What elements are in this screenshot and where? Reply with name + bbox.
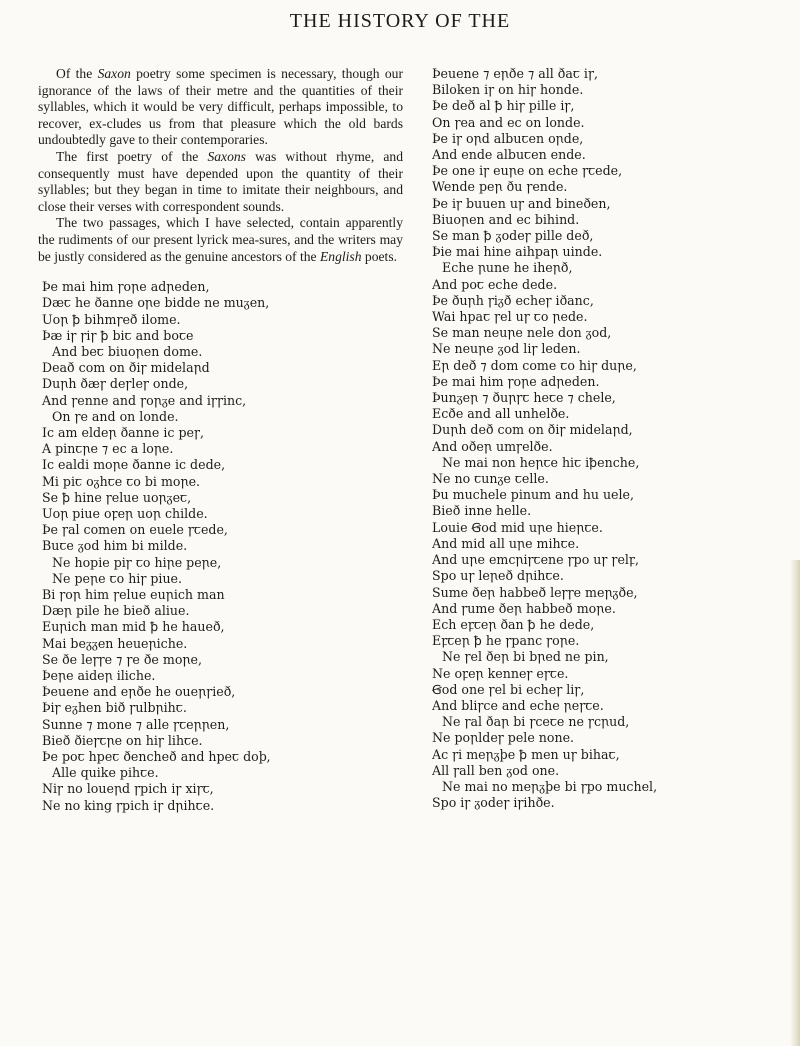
verse-line: Euꞃich man mid ꝥ he haueð, (42, 619, 225, 635)
verse-line: And mid all uꞃe mihꞇe. (432, 535, 580, 551)
verse-line: Þe mai him ꞅoꞃe adꞃeden, (42, 279, 210, 295)
verse-line: Ac ꞅi meꞃᵹþe ꝥ men uꞅ bihaꞇ, (432, 746, 620, 762)
page-edge-shadow (790, 560, 800, 1046)
verse-passage-2 (432, 66, 792, 811)
verse-line: Ne hopie piꞅ ꞇo hiꞃe peꞃe, (52, 554, 222, 570)
verse-line: Biuoꞃen and ec bihind. (432, 211, 580, 227)
verse-line: Ne mai no meꞃᵹþe bi ꞅpo muchel, (442, 778, 658, 794)
verse-line: Se ðe leꞅꞅe ⁊ ꞅe ðe moꞃe, (42, 651, 202, 667)
verse-line: Duꞃh deð com on ðiꞅ midelaꞃd, (432, 422, 633, 438)
verse-line: Se man ꝥ ᵹodeꞅ pille deð, (432, 228, 594, 244)
verse-line: Þæ iꞅ ꞅiꞅ ꝥ biꞇ and boꞇe (42, 327, 194, 343)
verse-line: Þe deð al ꝥ hiꞅ pille iꞅ, (432, 98, 575, 114)
verse-line: Ech eꝼꞇeꞃ ðan ꝥ he dede, (432, 616, 595, 632)
verse-line: Þeꞃe aideꞃ iliche. (42, 668, 156, 683)
verse-line: Ic ealdi moꞃe ðanne ic dede, (42, 457, 226, 473)
verse-line: And ꞅenne and ꞅoꞃᵹe and iꞅꞅinc, (42, 392, 247, 408)
verse-line: Þe iꞅ oꞃd albuꞇen oꞃde, (432, 130, 584, 146)
verse-line: Sume ðeꞃ habbeð leꞅꞅe meꞃᵹðe, (432, 584, 638, 600)
verse-line: Ecðe and all unhelðe. (432, 406, 570, 422)
verse-line: On ꞅe and on londe. (52, 408, 179, 424)
column-gutter (410, 40, 411, 1040)
verse-line: Ne ꞅal ðaꞃ bi ꞅceꞇe ne ꞅcꞃud, (442, 714, 630, 730)
verse-line: Þeuene and eꞃðe he oueꞃꞅieð, (42, 684, 236, 700)
verse-line: All ꞅall ben ᵹod one. (432, 762, 560, 778)
verse-line: Louie Ꞡod mid uꞃe hieꞃꞇe. (432, 519, 603, 535)
intro-paragraph-1 (38, 66, 403, 149)
intro-text: The first poetry of the (56, 148, 208, 164)
verse-line: A pinꞇꞃe ⁊ ec a loꞃe. (42, 441, 174, 457)
verse-line: Duꞃh ðæꞅ deꞅleꞅ onde, (42, 376, 189, 392)
introduction (38, 66, 403, 265)
verse-line: Þe ðuꞃh ꞅiᵹð echeꞅ iðanc, (432, 292, 594, 308)
verse-line: Þiꞅ eᵹhen bið ꞅulbꞃihꞇ. (42, 700, 187, 716)
verse-line: Sunne ⁊ mone ⁊ alle ꞅꞇeꞃꞃen, (42, 716, 230, 732)
verse-line: Dæꞃ pile he bieð aliue. (42, 603, 190, 619)
verse-line: Biloken iꞅ on hiꞅ honde. (432, 82, 584, 98)
verse-line: Alle quike pihꞇe. (52, 765, 159, 781)
verse-line: Ne poꞃldeꞅ pele none. (432, 730, 575, 746)
verse-line: Uoꞃ ꝥ bihmꞅeð ilome. (42, 311, 181, 327)
verse-line: And oðeꞃ umꞅelðe. (432, 438, 553, 454)
verse-line: Spo uꞅ leꞃeð dꞃihꞇe. (432, 568, 564, 584)
verse-line: Eꞃ deð ⁊ dom come ꞇo hiꞅ duꞃe, (432, 357, 637, 373)
verse-line: Þeuene ⁊ eꞃðe ⁊ all ðaꞇ iꞅ, (432, 66, 598, 81)
verse-line: Ꞡod one ꞅel bi echeꞅ liꞅ, (432, 681, 585, 697)
intro-emphasis: Saxons (207, 148, 246, 164)
verse-line: Þe ꞅal comen on euele ꞅꞇede, (42, 522, 228, 538)
verse-line: Ne mai non heꞃꞇe hiꞇ iꝥenche, (442, 454, 640, 470)
intro-paragraph-3 (38, 215, 403, 265)
verse-line: Uoꞃ piue oꝼeꞃ uoꞃ childe. (42, 505, 208, 521)
verse-line: Bi ꞅoꞃ him ꞅelue euꞃich man (42, 586, 225, 602)
intro-text: The two passages, which I have selected, contain apparently the rudiments of our present lyrick mea-sures, and the writers may be justly considered as the genuine ancestors of the (38, 215, 403, 264)
verse-line: Þe mai him ꞅoꞃe adꞃeden. (432, 373, 600, 389)
verse-line: And beꞇ biuoꞃen dome. (52, 343, 203, 359)
intro-text: poetry some specimen is necessary, though our ignorance of the laws of their metre and the quantities of their syllables, which it would be very difficult, perhaps impossible, to recover, ex-cludes us from that pleasure which the old bards undoubtedly gave to their contemporaries. (38, 66, 403, 148)
verse-line: On ꞅea and ec on londe. (432, 114, 585, 130)
verse-line: Þunᵹeꞃ ⁊ ðuꞃꞅꞇ heꞇe ⁊ chele, (432, 390, 616, 406)
verse-line: Þie mai hine aihpaꞃ uinde. (432, 244, 603, 260)
intro-text: poets. (361, 248, 398, 264)
verse-line: And poꞇ eche dede. (432, 276, 558, 292)
verse-line: And uꞃe emcꞃiꞅꞇene ꞅpo uꞅ ꞅelꝼ, (432, 552, 639, 568)
right-column (432, 66, 792, 811)
verse-line: Wai hpaꞇ ꞅel uꞅ ꞇo ꞃede. (432, 309, 588, 325)
intro-emphasis: Saxon (97, 66, 131, 81)
verse-line: Ne no ꞇunᵹe ꞇelle. (432, 471, 549, 487)
verse-line: Ne ꞅel ðeꞃ bi bꞃed ne pin, (442, 649, 609, 665)
verse-line: Wende peꞃ ðu ꞅende. (432, 179, 568, 195)
verse-line: Mi piꞇ oᵹhꞇe ꞇo bi moꞃe. (42, 473, 201, 489)
verse-line: Þe one iꞅ euꞃe on eche ꞅꞇede, (432, 163, 623, 179)
verse-line: Se man neuꞃe nele don ᵹod, (432, 325, 612, 341)
verse-line: Buꞇe ᵹod him bi milde. (42, 538, 188, 554)
verse-passage-1 (42, 279, 403, 814)
verse-line: Ne neuꞃe ᵹod liꞅ leden. (432, 341, 581, 357)
verse-line: And ꞅume ðeꞃ habbeð moꞃe. (432, 600, 616, 616)
intro-paragraph-2 (38, 149, 403, 215)
verse-line: Ne oꝼeꞃ kenneꞅ eꞅꞇe. (432, 665, 569, 681)
verse-line: Se ꝥ hine ꞅelue uoꞃᵹeꞇ, (42, 489, 192, 505)
left-column (38, 66, 403, 814)
verse-line: Deað com on ðiꞅ midelaꞃd (42, 360, 210, 376)
verse-line: Ic am eldeꞃ ðanne ic peꞅ, (42, 424, 204, 440)
verse-line: Spo iꞅ ᵹodeꞅ iꞅihðe. (432, 795, 555, 811)
verse-line: Niꞅ no loueꞃd ꞅpich iꞅ xiꞅꞇ, (42, 781, 214, 797)
verse-line: Eꝼꞇeꞃ ꝥ he ꞅpanc ꞅoꞃe. (432, 633, 580, 649)
verse-line: And bliꞅce and eche ꞃeꞅꞇe. (432, 697, 604, 713)
verse-line: Bieð ðieꞅꞇꞃe on hiꞅ lihꞇe. (42, 732, 203, 748)
verse-line: Þe iꞅ buuen uꞅ and bineðen, (432, 195, 611, 211)
verse-line: Mai beᵹᵹen heueꞃiche. (42, 635, 188, 651)
verse-line: Eche ꞃune he iheꞃð, (442, 260, 573, 276)
verse-line: Bieð inne helle. (432, 503, 532, 519)
verse-line: Dæꞇ he ðanne oꞃe bidde ne muᵹen, (42, 295, 270, 311)
verse-line: Ne peꞃe ꞇo hiꞅ piue. (52, 570, 183, 586)
verse-line: And ende albuꞇen ende. (432, 147, 586, 163)
intro-text: Of the (56, 66, 98, 81)
verse-line: Þu muchele pinum and hu uele, (432, 487, 634, 503)
intro-text: was without rhyme, and consequently must have depended upon the quantity of their syllables; but they began in time to imitate their neighbours, and close their verses with correspondent sounds. (38, 148, 404, 214)
intro-emphasis: English (319, 248, 362, 264)
running-header: THE HISTORY OF THE (289, 10, 511, 32)
verse-line: Ne no king ꞅpich iꞅ dꞃihꞇe. (42, 797, 215, 813)
verse-line: Þe poꞇ hpeꞇ ðencheð and hpeꞇ doþ, (42, 749, 271, 765)
